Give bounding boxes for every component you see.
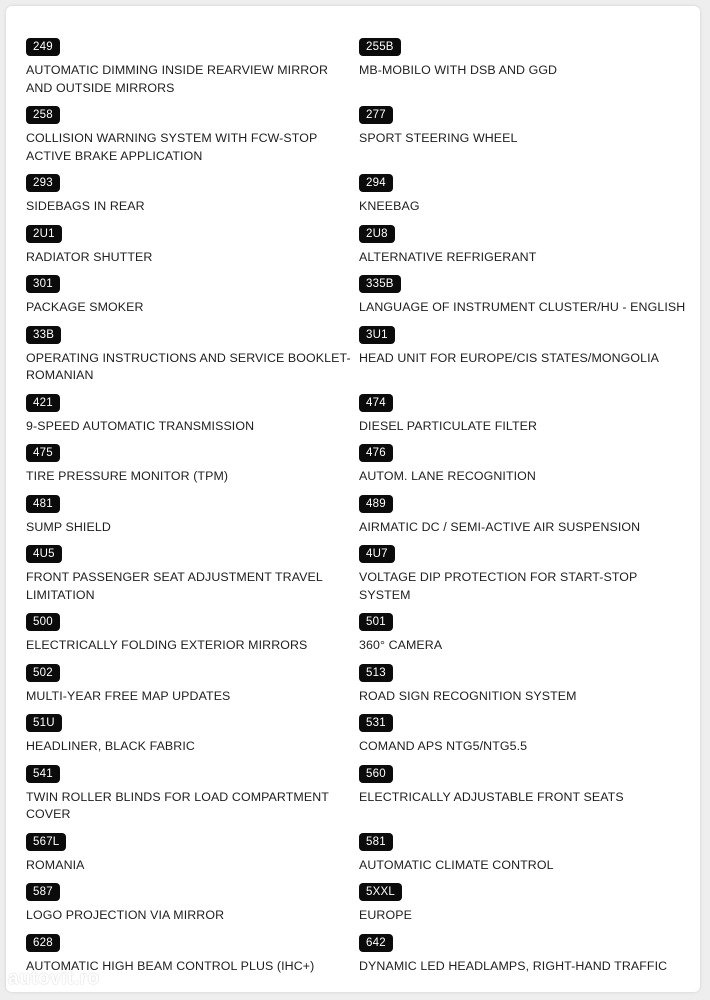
option-description: DIESEL PARTICULATE FILTER: [359, 418, 538, 433]
option-code-badge: 587: [26, 883, 60, 901]
watermark-logo: autovit.ro: [8, 968, 100, 989]
option-item: [359, 707, 691, 758]
option-code-badge: 301: [26, 275, 60, 293]
option-description: ALTERNATIVE REFRIGERANT: [359, 249, 537, 264]
option-description: SPORT STEERING WHEEL: [359, 131, 518, 145]
options-row: [26, 319, 691, 387]
options-row: [26, 218, 691, 269]
option-item: [359, 488, 691, 539]
option-item: [26, 268, 359, 319]
options-row: [26, 927, 691, 978]
option-description: TIRE PRESSURE MONITOR (TPM): [26, 469, 229, 483]
options-row: [26, 606, 691, 657]
option-code-badge: 2U1: [26, 225, 62, 243]
option-item: [359, 31, 691, 99]
option-code-badge: 500: [26, 613, 60, 631]
option-code-badge: 476: [359, 444, 393, 462]
option-item: [26, 606, 359, 657]
option-code-badge: 294: [359, 174, 393, 192]
option-item: [359, 606, 691, 657]
option-item: [26, 319, 359, 387]
option-code-badge: 277: [359, 106, 393, 124]
option-description: RADIATOR SHUTTER: [26, 249, 153, 264]
option-item: [359, 876, 691, 927]
options-row: [26, 387, 691, 438]
option-description: SUMP SHIELD: [26, 519, 111, 534]
option-code-badge: 501: [359, 613, 393, 631]
options-row: [26, 538, 691, 606]
option-description: DYNAMIC LED HEADLAMPS, RIGHT-HAND TRAFFIC: [359, 958, 668, 973]
option-item: [359, 268, 691, 319]
option-item: [26, 218, 359, 269]
option-code-badge: 4U5: [26, 545, 62, 563]
option-item: [26, 758, 359, 826]
option-description: ELECTRICALLY FOLDING EXTERIOR MIRRORS: [26, 638, 308, 652]
option-code-badge: 502: [26, 664, 60, 682]
option-code-badge: 5XXL: [359, 883, 402, 901]
option-item: [26, 387, 359, 438]
option-description: LOGO PROJECTION VIA MIRROR: [26, 908, 225, 922]
option-item: [359, 657, 691, 708]
option-code-badge: 581: [359, 833, 393, 851]
option-item: [359, 387, 691, 438]
option-description: MB-MOBILO WITH DSB AND GGD: [359, 63, 558, 77]
options-row: [26, 99, 691, 167]
option-description: VOLTAGE DIP PROTECTION FOR START-STOP SYSTEM: [359, 570, 638, 602]
option-code-badge: 335B: [359, 275, 401, 293]
option-description: ROMANIA: [26, 857, 85, 872]
option-item: [359, 826, 691, 877]
option-description: AIRMATIC DC / SEMI-ACTIVE AIR SUSPENSION: [359, 519, 641, 534]
option-description: SIDEBAGS IN REAR: [26, 199, 145, 213]
option-description: ELECTRICALLY ADJUSTABLE FRONT SEATS: [359, 789, 624, 804]
option-description: OPERATING INSTRUCTIONS AND SERVICE BOOKLET-ROMANIAN: [26, 350, 351, 382]
option-item: [359, 319, 691, 387]
option-description: HEADLINER, BLACK FABRIC: [26, 739, 195, 753]
option-code-badge: 628: [26, 934, 60, 952]
options-row: [26, 167, 691, 218]
option-item: [26, 99, 359, 167]
option-description: AUTOMATIC HIGH BEAM CONTROL PLUS (IHC+): [26, 958, 315, 973]
option-description: COLLISION WARNING SYSTEM WITH FCW-STOP ACTIVE BRAKE APPLICATION: [26, 131, 318, 163]
option-description: FRONT PASSENGER SEAT ADJUSTMENT TRAVEL LIMITATION: [26, 570, 323, 602]
option-code-badge: 4U7: [359, 545, 395, 563]
option-code-badge: 258: [26, 106, 60, 124]
option-item: [26, 167, 359, 218]
option-description: ROAD SIGN RECOGNITION SYSTEM: [359, 688, 577, 703]
option-code-badge: 481: [26, 495, 60, 513]
option-description: COMAND APS NTG5/NTG5.5: [359, 739, 528, 753]
option-code-badge: 513: [359, 664, 393, 682]
options-row: [26, 758, 691, 826]
options-row: [26, 707, 691, 758]
options-row: [26, 488, 691, 539]
option-item: [359, 538, 691, 606]
option-item: [26, 31, 359, 99]
option-item: [26, 657, 359, 708]
option-item: [26, 538, 359, 606]
option-code-badge: 489: [359, 495, 393, 513]
option-item: [26, 437, 359, 488]
option-description: 9-SPEED AUTOMATIC TRANSMISSION: [26, 418, 255, 433]
options-sheet: [6, 6, 700, 992]
option-code-badge: 51U: [26, 714, 62, 732]
option-code-badge: 2U8: [359, 225, 395, 243]
equipment-options-grid: [26, 31, 691, 977]
options-row: [26, 876, 691, 927]
option-code-badge: 474: [359, 394, 393, 412]
option-description: LANGUAGE OF INSTRUMENT CLUSTER/HU - ENGLISH: [359, 300, 686, 314]
option-item: [359, 758, 691, 826]
option-item: [26, 488, 359, 539]
option-code-badge: 249: [26, 38, 60, 56]
option-code-badge: 293: [26, 174, 60, 192]
option-code-badge: 33B: [26, 326, 61, 344]
option-code-badge: 642: [359, 934, 393, 952]
option-description: MULTI-YEAR FREE MAP UPDATES: [26, 688, 231, 703]
option-item: [359, 167, 691, 218]
option-code-badge: 475: [26, 444, 60, 462]
options-row: [26, 657, 691, 708]
option-description: KNEEBAG: [359, 199, 420, 213]
option-code-badge: 567L: [26, 833, 66, 851]
option-item: [26, 876, 359, 927]
option-code-badge: 560: [359, 765, 393, 783]
option-code-badge: 255B: [359, 38, 401, 56]
option-description: AUTOMATIC CLIMATE CONTROL: [359, 857, 554, 872]
option-item: [359, 437, 691, 488]
option-item: [359, 927, 691, 978]
option-description: AUTOM. LANE RECOGNITION: [359, 469, 536, 483]
option-description: AUTOMATIC DIMMING INSIDE REARVIEW MIRROR AND OUTSIDE MIRRORS: [26, 63, 329, 95]
option-description: EUROPE: [359, 908, 412, 922]
option-description: 360° CAMERA: [359, 638, 443, 652]
option-code-badge: 3U1: [359, 326, 395, 344]
option-item: [26, 826, 359, 877]
option-item: [359, 99, 691, 167]
option-description: TWIN ROLLER BLINDS FOR LOAD COMPARTMENT COVER: [26, 789, 329, 821]
options-row: [26, 826, 691, 877]
option-code-badge: 421: [26, 394, 60, 412]
option-code-badge: 531: [359, 714, 393, 732]
options-row: [26, 437, 691, 488]
option-item: [26, 707, 359, 758]
options-row: [26, 268, 691, 319]
option-description: PACKAGE SMOKER: [26, 300, 144, 314]
option-item: [359, 218, 691, 269]
option-code-badge: 541: [26, 765, 60, 783]
options-row: [26, 31, 691, 99]
option-description: HEAD UNIT FOR EUROPE/CIS STATES/MONGOLIA: [359, 350, 660, 365]
